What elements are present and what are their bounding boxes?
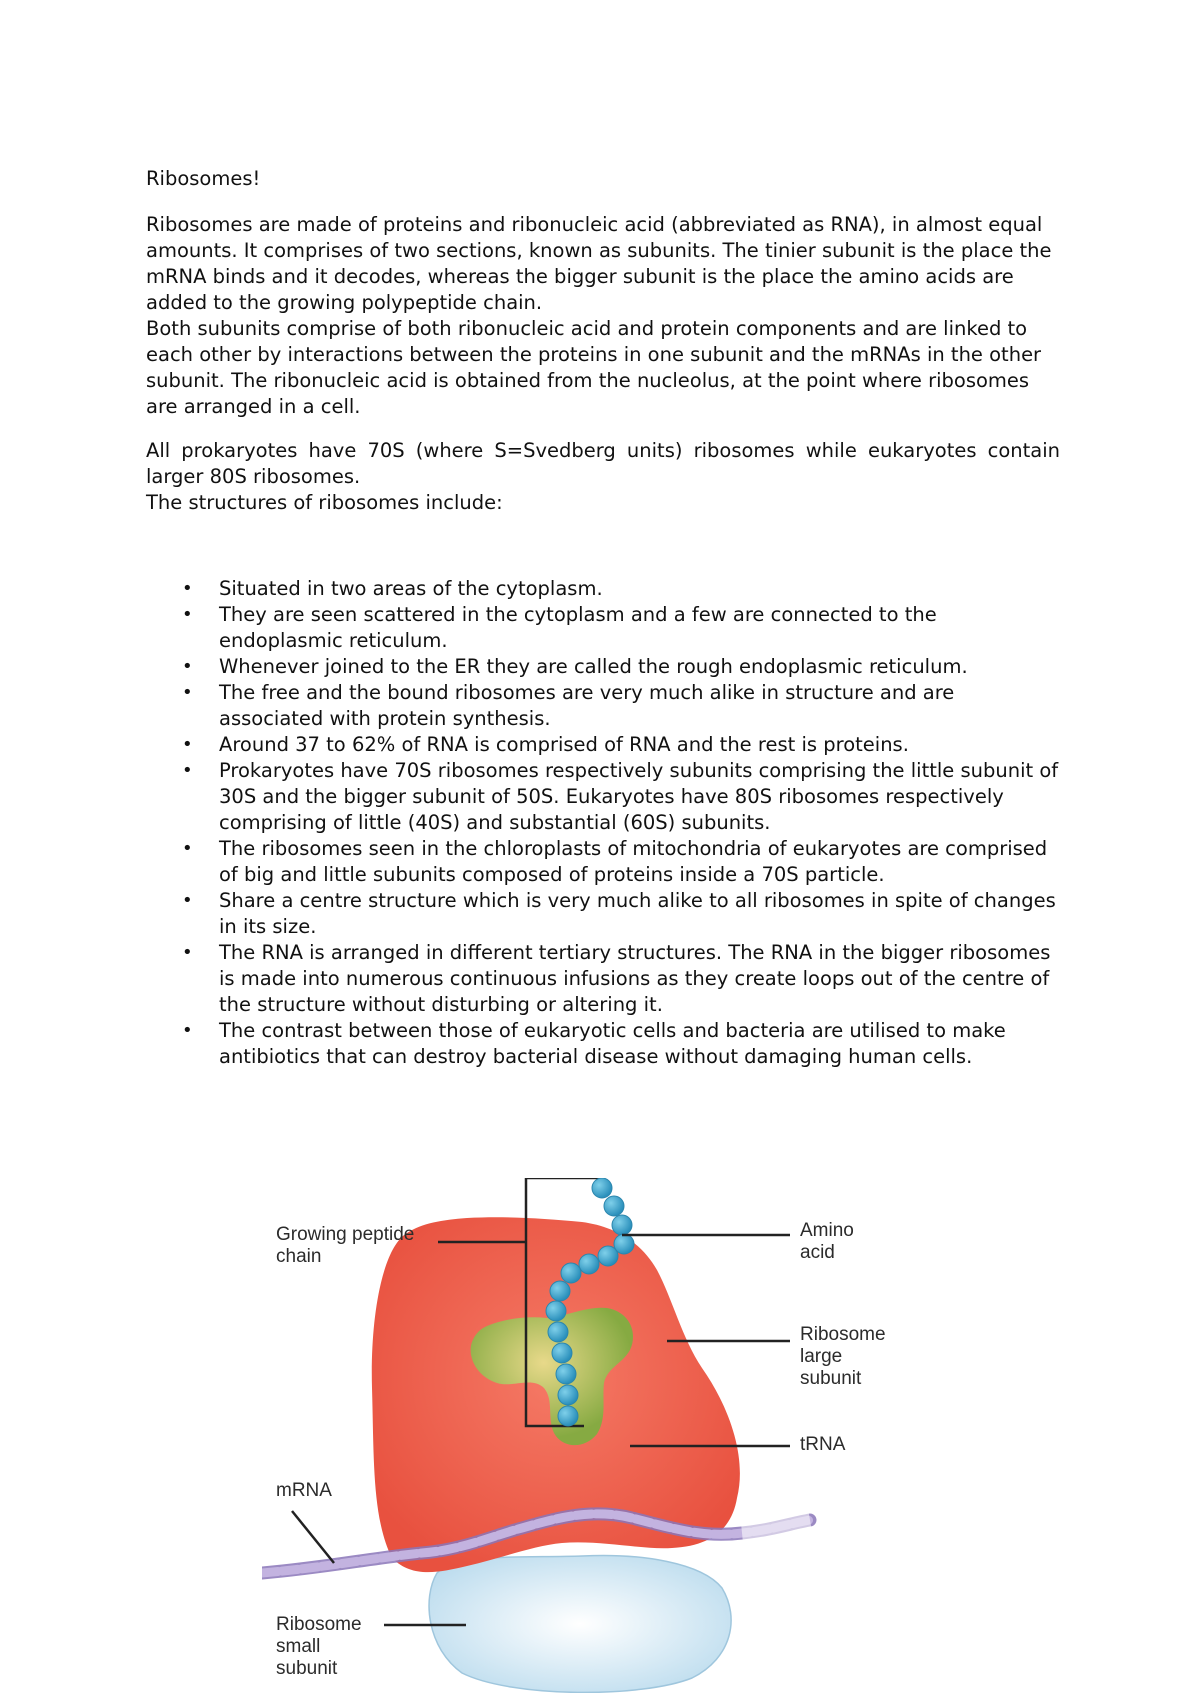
document-title: Ribosomes! [146,167,261,190]
list-item: • Around 37 to 62% of RNA is comprised of RNA and the rest is proteins. [146,732,1060,758]
structure-list [146,576,1060,1070]
list-item: • The RNA is arranged in different tertiary structures. The RNA in the bigger ribosomes is made into numerous continuous infusions as they create loops out of the centre of the structure without disturbing or altering it. [146,940,1060,1018]
spacer [146,516,1060,576]
label-ribosome-small-subunit: Ribosome small subunit [276,1614,362,1679]
list-item: • The contrast between those of eukaryotic cells and bacteria are utilised to make antibiotics that can destroy bacterial disease without damaging human cells. [146,1018,1060,1070]
paragraph-composition: Ribosomes are made of proteins and ribonucleic acid (abbreviated as RNA), in almost equal amounts. It comprises of two sections, known as subunits. The tinier subunit is the place the mRNA binds and it decodes, whereas the bigger subunit is the place the amino acids are added to the growing polypeptide chain. [146,213,1052,314]
list-item: • They are seen scattered in the cytoplasm and a few are connected to the endoplasmic reticulum. [146,602,1060,654]
label-trna: tRNA [800,1434,846,1455]
ribosome-small-subunit [429,1555,731,1692]
paragraph-prokaryotes: All prokaryotes have 70S (where S=Svedberg units) ribosomes while eukaryotes contain larger 80S ribosomes. [146,439,1060,488]
list-item: • Whenever joined to the ER they are called the rough endoplasmic reticulum. [146,654,1060,680]
list-item: • Prokaryotes have 70S ribosomes respectively subunits comprising the little subunit of 30S and the bigger subunit of 50S. Eukaryotes have 80S ribosomes respectively comprising of little (40S) and substantial (60S) subunits. [146,758,1060,836]
label-growing-peptide-chain: Growing peptide chain [276,1224,415,1267]
list-item: • The free and the bound ribosomes are very much alike in structure and are associated with protein synthesis. [146,680,1060,732]
ribosome-diagram [262,1178,902,1693]
paragraph-subunits: Both subunits comprise of both ribonucleic acid and protein components and are linked to each other by interactions between the proteins in one subunit and the mRNAs in the other subunit. The ribonucleic acid is obtained from the nucleolus, at the point where ribosomes are arranged in a cell. [146,317,1042,418]
document-text [146,166,1060,1070]
list-item: • Share a centre structure which is very much alike to all ribosomes in spite of changes in its size. [146,888,1060,940]
intro-block [146,212,1060,420]
paragraph-structures-intro: The structures of ribosomes include: [146,491,503,514]
list-item: • The ribosomes seen in the chloroplasts of mitochondria of eukaryotes are comprised of big and little subunits composed of proteins inside a 70S particle. [146,836,1060,888]
list-item: • Situated in two areas of the cytoplasm. [146,576,1060,602]
label-amino-acid: Amino acid [800,1220,854,1263]
label-mrna: mRNA [276,1480,332,1501]
label-ribosome-large-subunit: Ribosome large subunit [800,1324,886,1389]
